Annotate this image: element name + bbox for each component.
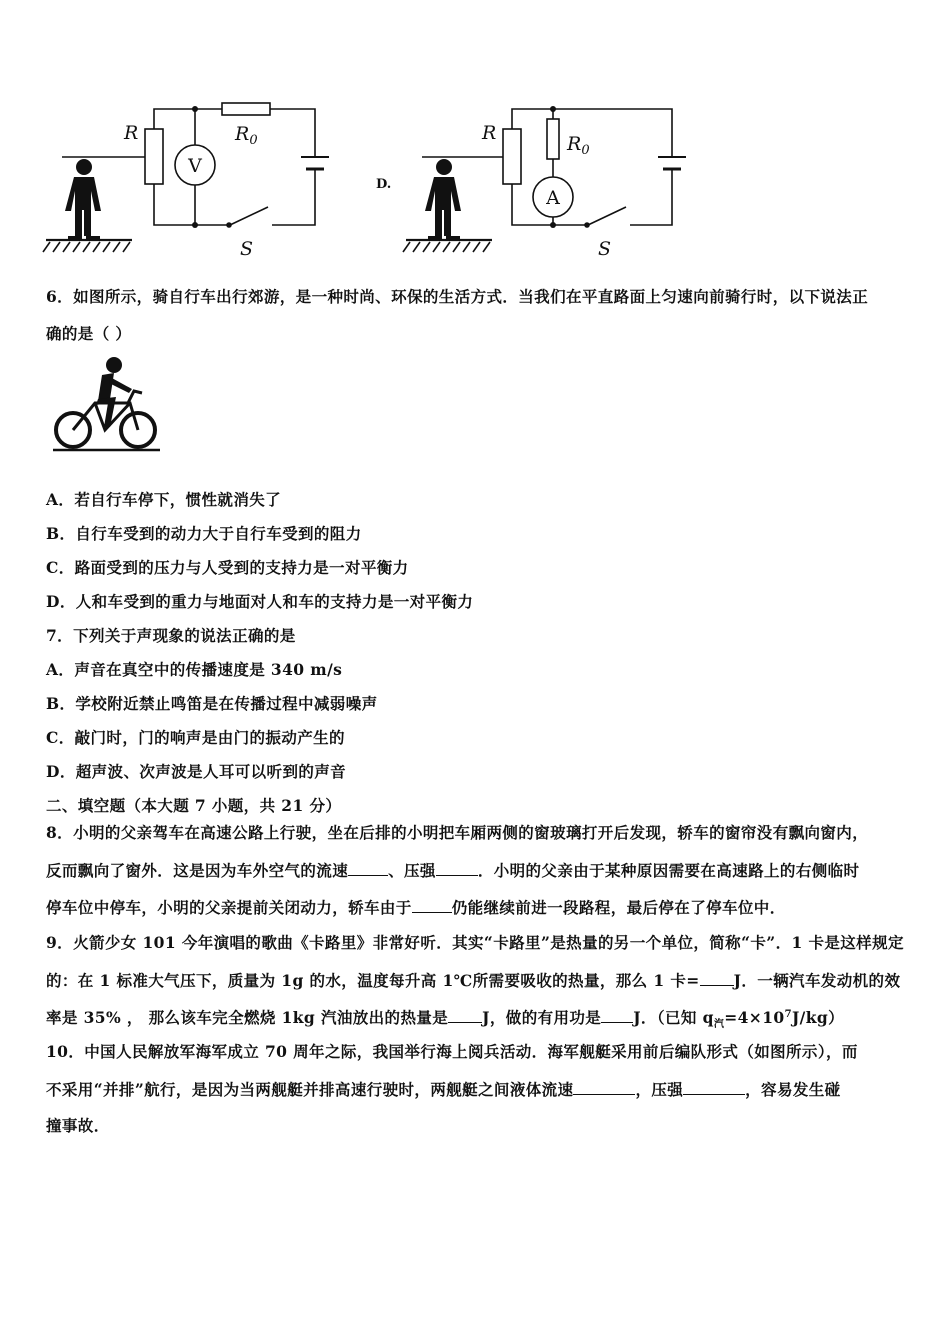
q6-option-a: A．若自行车停下，惯性就消失了 (46, 490, 282, 509)
blank-liquid-speed[interactable] (573, 1079, 635, 1095)
person-figure-c (65, 159, 101, 240)
voltmeter-label: V (188, 155, 202, 177)
q6-option-c: C．路面受到的压力与人受到的支持力是一对平衡力 (46, 558, 409, 577)
blank-pressure[interactable] (436, 860, 478, 876)
q10-line3: 撞事故． (46, 1116, 110, 1135)
person-figure-d (425, 159, 461, 240)
option-d-label: D. (376, 177, 392, 192)
q7-option-b: B．学校附近禁止鸣笛是在传播过程中减弱噪声 (46, 694, 378, 713)
cyclist-image (50, 355, 165, 455)
blank-liquid-pressure[interactable] (683, 1079, 745, 1095)
label-r0: $R_0$ (567, 133, 590, 158)
label-r0: $R_0$ (235, 123, 258, 148)
q7-stem: 7．下列关于声现象的说法正确的是 (46, 626, 296, 645)
q7-option-d: D．超声波、次声波是人耳可以听到的声音 (46, 762, 347, 781)
label-rheostat-r: R (124, 122, 139, 144)
q9-line2: 的：在 1 标准大气压下，质量为 1g 的水，温度每升高 1℃所需要吸收的热量，那么 1 卡= J．一辆汽车发动机的效 (46, 971, 901, 990)
circuit-figure-ammeter (400, 95, 700, 265)
q6-stem-line2: 确的是（ ） (46, 324, 132, 343)
label-switch-s: S (240, 238, 254, 260)
blank-inertia[interactable] (412, 897, 452, 913)
q9-line1: 9．火箭少女 101 今年演唱的歌曲《卡路里》非常好听．其实“卡路里”是热量的另一个单位，简称“卡”．1 卡是这样规定 (46, 933, 904, 952)
blank-useful-work[interactable] (601, 1007, 633, 1023)
q8-line1: 8．小明的父亲驾车在高速公路上行驶，坐在后排的小明把车厢两侧的窗玻璃打开后发现，轿车的窗帘没有飘向窗内， (46, 823, 869, 842)
label-rheostat-r: R (482, 122, 497, 144)
q8-line2: 反而飘向了窗外．这是因为车外空气的流速 、压强 ．小明的父亲由于某种原因需要在高速路上的右侧临时 (46, 861, 860, 880)
label-switch-s: S (598, 238, 612, 260)
q6-option-b: B．自行车受到的动力大于自行车受到的阻力 (46, 524, 362, 543)
q6-option-d: D．人和车受到的重力与地面对人和车的支持力是一对平衡力 (46, 592, 474, 611)
q7-option-c: C．敲门时，门的响声是由门的振动产生的 (46, 728, 345, 747)
q7-option-a: A．声音在真空中的传播速度是 340 m/s (46, 660, 343, 679)
blank-heat-released[interactable] (448, 1007, 482, 1023)
circuit-figure-voltmeter (40, 95, 340, 265)
q9-line3: 率是 35% ， 那么该车完全燃烧 1kg 汽油放出的热量是 J，做的有用功是 J．（已知 $q_汽=4\times 10^7J/kg$） (46, 1008, 845, 1031)
q8-line3: 停车位中停车，小明的父亲提前关闭动力，轿车由于 仍能继续前进一段路程，最后停在了停车位中． (46, 898, 786, 917)
q10-line2: 不采用“并排”航行，是因为当两舰艇并排高速行驶时，两舰艇之间液体流速 ，压强 ，容易发生碰 (46, 1080, 841, 1099)
q10-line1: 10．中国人民解放军海军成立 70 周年之际，我国举行海上阅兵活动．海军舰艇采用前后编队形式（如图所示），而 (46, 1042, 858, 1061)
q6-stem-line1: 6．如图所示，骑自行车出行郊游，是一种时尚、环保的生活方式．当我们在平直路面上匀速向前骑行时，以下说法正 (46, 287, 869, 306)
ammeter-label: A (546, 187, 560, 209)
blank-calorie-joules[interactable] (700, 970, 734, 986)
section-title: 二、填空题（本大题 7 小题，共 21 分） (46, 796, 342, 815)
blank-flow-speed[interactable] (348, 860, 388, 876)
